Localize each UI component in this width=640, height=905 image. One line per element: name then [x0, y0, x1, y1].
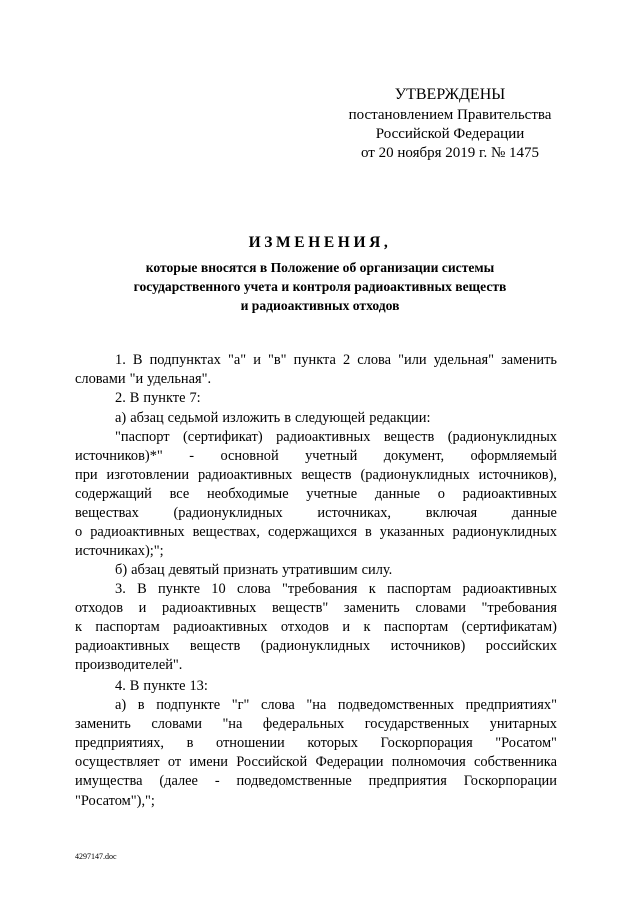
word: Российской	[236, 754, 308, 770]
word: удельная".	[147, 371, 212, 387]
body-line	[75, 599, 557, 617]
word: радиоактивных	[75, 638, 170, 654]
body-line	[75, 753, 557, 771]
word: б)	[115, 562, 128, 578]
word: изложить	[222, 410, 281, 426]
word: учетные	[306, 486, 358, 502]
word: "на	[306, 697, 327, 713]
word: 2	[342, 352, 351, 368]
body-line	[115, 351, 557, 369]
approval-line: постановлением Правительства	[348, 107, 552, 123]
word: словами	[151, 716, 202, 732]
word: имени	[189, 754, 228, 770]
word: веществах,	[192, 524, 260, 540]
body-line	[75, 542, 164, 560]
word: к	[75, 619, 82, 635]
approval-line: Российской Федерации	[375, 126, 525, 142]
word: документ,	[383, 448, 445, 464]
word: В	[132, 352, 143, 368]
word: к	[368, 581, 376, 597]
word: (сертификатам)	[461, 619, 557, 635]
word: а)	[115, 697, 127, 713]
word: в	[186, 735, 194, 751]
word: веществ	[383, 429, 435, 445]
word: отходов	[280, 619, 329, 635]
word: силу.	[361, 562, 393, 578]
word: радионуклидных	[452, 524, 557, 540]
word: 2.	[115, 390, 126, 406]
word: "требования	[481, 600, 557, 616]
word: содержащихся	[267, 524, 357, 540]
word: источников),	[478, 467, 557, 483]
word: словами	[75, 371, 126, 387]
word: абзац	[131, 562, 165, 578]
word: унитарных	[489, 716, 557, 732]
body-line	[115, 580, 557, 598]
word: федеральных	[262, 716, 345, 732]
word: основной	[220, 448, 279, 464]
word: признать	[223, 562, 279, 578]
body-line	[75, 447, 557, 465]
document-title: ИЗМЕНЕНИЯ,	[248, 234, 392, 251]
word: слова	[357, 352, 392, 368]
body-line	[115, 696, 557, 714]
word: о	[437, 486, 445, 502]
word: заменить	[75, 716, 131, 732]
word: веществ"	[271, 600, 329, 616]
word: и	[342, 619, 351, 635]
body-line	[115, 677, 208, 695]
word: Госкорпорация	[380, 735, 473, 751]
word: осуществляет	[75, 754, 160, 770]
word: Федерации	[315, 754, 384, 770]
word: (радионуклидных	[260, 638, 371, 654]
word: девятый	[168, 562, 220, 578]
word: предприятия	[368, 773, 447, 789]
document-subtitle-line: государственного учета и контроля радиоактивных веществ	[133, 279, 507, 294]
word: учетный	[305, 448, 358, 464]
word: "или	[398, 352, 427, 368]
word: отношении	[216, 735, 285, 751]
body-line	[115, 428, 557, 446]
word: и	[253, 352, 261, 368]
word: утратившим	[282, 562, 358, 578]
body-line	[75, 466, 557, 484]
word: собственника	[474, 754, 557, 770]
word: подпункте	[156, 697, 221, 713]
approval-heading: УТВЕРЖДЕНЫ	[394, 86, 506, 103]
word: пункта	[293, 352, 336, 368]
word: отходов	[75, 600, 124, 616]
body-line	[75, 370, 211, 388]
word: паспортам	[386, 581, 452, 597]
word: "Росатом"),";	[75, 793, 155, 809]
word: источников)	[390, 638, 466, 654]
word: которых	[307, 735, 358, 751]
word: абзац	[130, 410, 164, 426]
body-line	[75, 637, 557, 655]
word: необходимые	[206, 486, 289, 502]
word: полномочия	[391, 754, 466, 770]
word: включая	[425, 505, 478, 521]
word: оформляемый	[470, 448, 557, 464]
body-line	[115, 389, 201, 407]
word: 7:	[189, 390, 201, 406]
word: редакции:	[369, 410, 431, 426]
word: подведомственные	[236, 773, 352, 789]
word: в	[284, 410, 292, 426]
word: российских	[485, 638, 557, 654]
body-line	[75, 485, 557, 503]
word: "г"	[231, 697, 250, 713]
word: а)	[115, 410, 127, 426]
word: радиоактивных	[162, 600, 257, 616]
word: производителей".	[75, 657, 183, 673]
word: "требования	[281, 581, 358, 597]
word: источников)*"	[75, 448, 163, 464]
word: "и	[129, 371, 144, 387]
word: источниках);";	[75, 543, 164, 559]
word: В	[137, 581, 147, 597]
word: веществ	[189, 638, 241, 654]
document-subtitle-line: и радиоактивных отходов	[240, 298, 400, 313]
word: изготовлении	[106, 467, 190, 483]
word: радиоактивных	[462, 581, 557, 597]
word: и	[138, 600, 147, 616]
word: радиоактивных	[90, 524, 185, 540]
word: седьмой	[167, 410, 219, 426]
word: пункте	[143, 678, 186, 694]
word: В	[129, 678, 140, 694]
word: заменить	[343, 600, 400, 616]
word: 1.	[115, 352, 126, 368]
word: радиоактивных	[197, 467, 293, 483]
word: в	[137, 697, 145, 713]
body-line	[75, 734, 557, 752]
word: радиоактивных	[173, 619, 268, 635]
word: данные	[374, 486, 421, 502]
word: государственных	[364, 716, 470, 732]
word: слова	[236, 581, 271, 597]
word: Госкорпорации	[463, 773, 557, 789]
word: 13:	[189, 678, 208, 694]
word: источниках,	[317, 505, 392, 521]
word: 4.	[115, 678, 126, 694]
word: веществ	[301, 467, 352, 483]
word: (радионуклидных	[173, 505, 283, 521]
word: паспортам	[383, 619, 449, 635]
file-name-footer: 4297147.doc	[75, 852, 117, 861]
word: к	[363, 619, 371, 635]
word: "Росатом"	[495, 735, 557, 751]
word: 10	[211, 581, 226, 597]
word: "в"	[267, 352, 287, 368]
body-line	[75, 523, 557, 541]
body-line	[75, 618, 557, 636]
word: слова	[260, 697, 295, 713]
body-line	[75, 772, 557, 790]
word: все	[169, 486, 190, 502]
document-subtitle-line: которые вносятся в Положение об организации системы	[145, 260, 495, 275]
body-line	[75, 656, 182, 674]
word: от	[167, 754, 182, 770]
word: -	[214, 773, 220, 789]
word: радиоактивных	[462, 486, 557, 502]
body-line	[75, 792, 155, 810]
word: о	[75, 524, 83, 540]
word: В	[129, 390, 140, 406]
word: пункте	[157, 581, 201, 597]
word: при	[75, 467, 98, 483]
word: словами	[415, 600, 466, 616]
word: указанных	[379, 524, 445, 540]
word: радиоактивных	[276, 429, 371, 445]
body-line	[115, 561, 392, 579]
word: (радионуклидных	[360, 467, 470, 483]
word: удельная"	[433, 352, 495, 368]
body-line	[75, 715, 557, 733]
word: данные	[511, 505, 557, 521]
word: подведомственных	[337, 697, 455, 713]
word: "на	[222, 716, 243, 732]
approval-date: от 20 ноября 2019 г. № 1475	[360, 145, 540, 161]
word: (далее	[159, 773, 198, 789]
word: в	[364, 524, 372, 540]
word: подпунктах	[149, 352, 221, 368]
word: предприятиях,	[75, 735, 165, 751]
word: имущества	[75, 773, 143, 789]
word: (сертификат)	[182, 429, 263, 445]
word: веществах	[75, 505, 139, 521]
word: -	[189, 448, 194, 464]
word: пункте	[143, 390, 186, 406]
word: содержащий	[75, 486, 152, 502]
word: 3.	[115, 581, 126, 597]
word: следующей	[295, 410, 366, 426]
word: заменить	[501, 352, 557, 368]
word: (радионуклидных	[447, 429, 557, 445]
body-line	[75, 504, 557, 522]
body-line	[115, 409, 430, 427]
word: "паспорт	[115, 429, 170, 445]
word: "а"	[227, 352, 247, 368]
word: паспортам	[95, 619, 160, 635]
word: предприятиях"	[465, 697, 557, 713]
